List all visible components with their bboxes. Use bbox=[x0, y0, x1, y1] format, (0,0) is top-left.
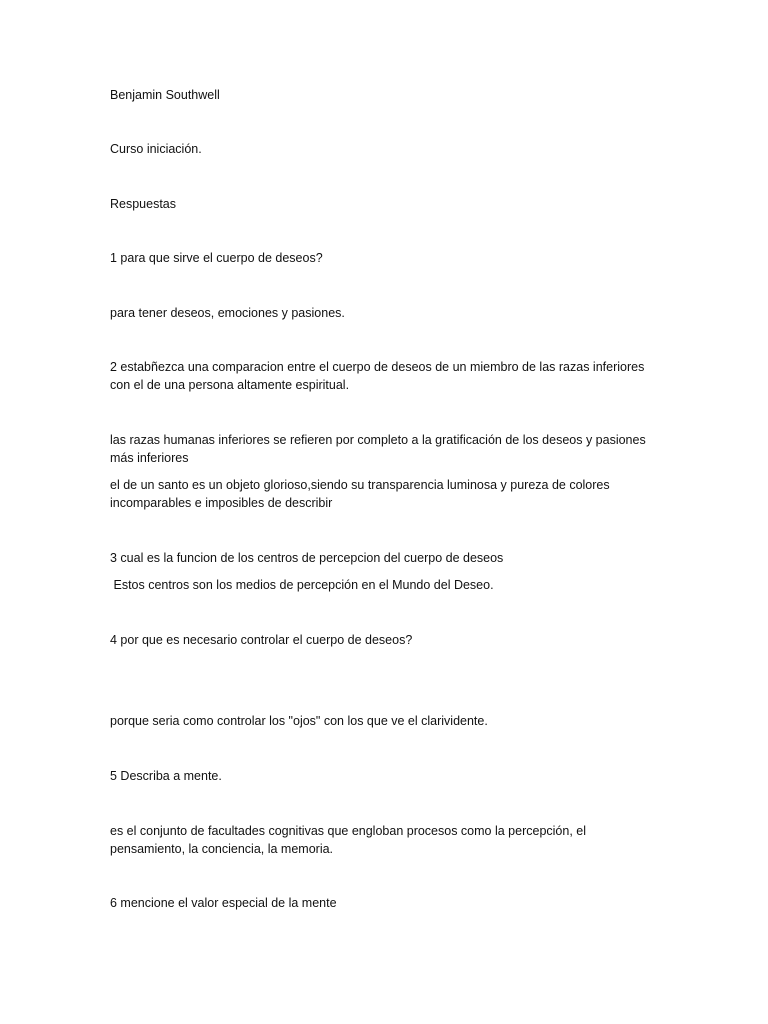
course-title: Curso iniciación. bbox=[110, 142, 202, 156]
question-6: 6 mencione el valor especial de la mente bbox=[110, 896, 337, 910]
answer-1: para tener deseos, emociones y pasiones. bbox=[110, 306, 345, 320]
answer-2-part-2: el de un santo es un objeto glorioso,siendo su transparencia luminosa y pureza de colores incomparables e imposibles de describir bbox=[110, 478, 614, 510]
question-2: 2 estabñezca una comparacion entre el cuerpo de deseos de un miembro de las razas inferiores con el de una persona altamente espiritual. bbox=[110, 360, 648, 392]
question-1: 1 para que sirve el cuerpo de deseos? bbox=[110, 251, 323, 265]
answer-2-part-1: las razas humanas inferiores se refieren por completo a la gratificación de los deseos y pasiones más inferiores bbox=[110, 433, 650, 465]
author-name: Benjamin Southwell bbox=[110, 88, 220, 102]
answer-3: Estos centros son los medios de percepción en el Mundo del Deseo. bbox=[110, 578, 494, 592]
question-3: 3 cual es la funcion de los centros de percepcion del cuerpo de deseos bbox=[110, 551, 504, 565]
answers-heading: Respuestas bbox=[110, 197, 177, 211]
question-4: 4 por que es necesario controlar el cuerpo de deseos? bbox=[110, 633, 413, 647]
question-5: 5 Describa a mente. bbox=[110, 769, 222, 783]
answer-4: porque seria como controlar los "ojos" con los que ve el clarividente. bbox=[110, 714, 488, 728]
answer-5: es el conjunto de facultades cognitivas que engloban procesos como la percepción, el pensamiento, la conciencia, la memoria. bbox=[110, 824, 590, 856]
